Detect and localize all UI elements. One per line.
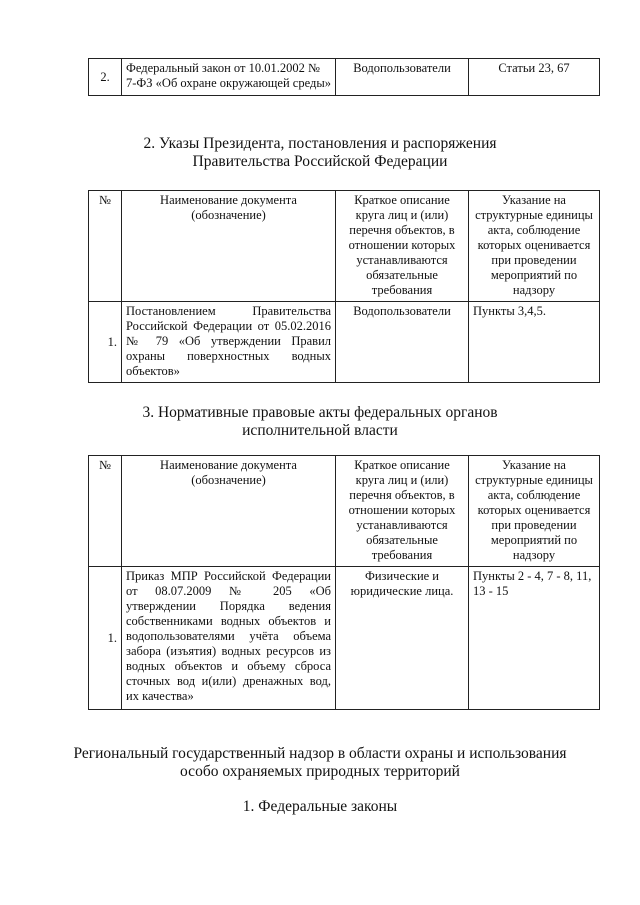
header-document-name: Наименование документа (обозначение) [122, 191, 336, 302]
header-subjects: Краткое описание круга лиц и (или) перечня объектов, в отношении которых устанавливаются обязательные требования [336, 456, 469, 567]
header-structural-units: Указание на структурные единицы акта, соблюдение которых оценивается при проведении мероприятий по надзору [469, 456, 600, 567]
header-number: № [89, 191, 122, 302]
subjects-description: Физические и юридические лица. [336, 567, 469, 710]
regional-heading-line2: особо охраняемых природных территорий [180, 763, 460, 780]
table-row [89, 302, 600, 383]
structural-units: Пункты 2 - 4, 7 - 8, 11, 13 - 15 [469, 567, 600, 710]
section-3-heading-line2: исполнительной власти [242, 422, 398, 439]
structural-units: Статьи 23, 67 [469, 59, 600, 96]
table-header-row [89, 456, 600, 567]
federal-executive-acts-table [88, 455, 600, 710]
section-2-heading-line1: 2. Указы Президента, постановления и распоряжения [143, 135, 497, 152]
section-2-heading [0, 135, 640, 171]
regional-heading-line1: Региональный государственный надзор в области охраны и использования [73, 745, 567, 762]
table-header-row [89, 191, 600, 302]
table-row [89, 567, 600, 710]
section-3-heading-line1: 3. Нормативные правовые акты федеральных органов [142, 404, 498, 421]
header-number: № [89, 456, 122, 567]
federal-laws-subheading: 1. Федеральные законы [242, 798, 398, 815]
regional-supervision-heading [0, 745, 640, 781]
section-3-heading [0, 404, 640, 440]
structural-units: Пункты 3,4,5. [469, 302, 600, 383]
row-number: 1. [89, 302, 122, 383]
header-structural-units: Указание на структурные единицы акта, соблюдение которых оценивается при проведении мероприятий по надзору [469, 191, 600, 302]
row-number: 2. [89, 59, 122, 96]
table-row [89, 59, 600, 96]
federal-laws-table-continued [88, 58, 600, 96]
government-decrees-table [88, 190, 600, 383]
header-document-name: Наименование документа (обозначение) [122, 456, 336, 567]
section-2-heading-line2: Правительства Российской Федерации [192, 153, 448, 170]
subjects-description: Водопользователи [336, 59, 469, 96]
document-name: Постановлением Правительства Российской Федерации от 05.02.2016 № 79 «Об утверждении Правил охраны поверхностных водных объектов» [122, 302, 336, 383]
subjects-description: Водопользователи [336, 302, 469, 383]
document-name: Приказ МПР Российской Федерации от 08.07.2009 № 205 «Об утверждении Порядка ведения собственниками водных объектов и водопользователями учёта объема забора (изъятия) водных ресурсов из водных объектов и объему сброса сточных вод и(или) дренажных вод, их качества» [122, 567, 336, 710]
row-number: 1. [89, 567, 122, 710]
document-name: Федеральный закон от 10.01.2002 № 7-ФЗ «Об охране окружающей среды» [122, 59, 336, 96]
header-subjects: Краткое описание круга лиц и (или) перечня объектов, в отношении которых устанавливаются обязательные требования [336, 191, 469, 302]
